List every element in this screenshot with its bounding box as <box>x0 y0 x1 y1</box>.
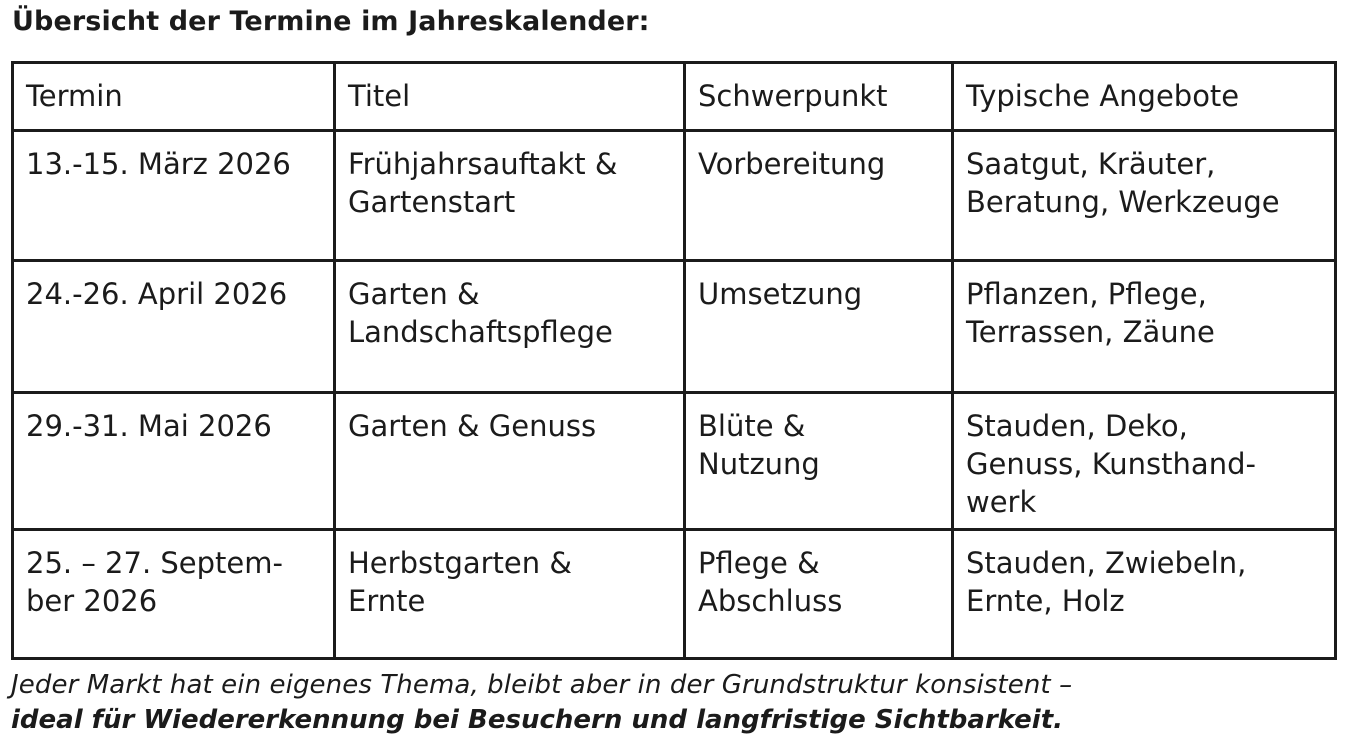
page-title: Übersicht der Termine im Jahreskalender: <box>12 6 650 37</box>
cell-line: 25. – 27. Septem- <box>26 546 283 580</box>
column-header-angebote: Typische Angebote <box>953 63 1336 131</box>
cell-line: Terrassen, Zäune <box>966 315 1215 349</box>
cell-line: Genuss, Kunsthand- <box>966 447 1256 481</box>
cell-line: ber 2026 <box>26 584 158 618</box>
cell-angebote <box>953 530 1336 659</box>
cell-line: 24.-26. April 2026 <box>26 277 288 311</box>
cell-line: Pflege & <box>698 546 820 580</box>
cell-line: Saatgut, Kräuter, <box>966 147 1216 181</box>
cell-termin <box>13 530 335 659</box>
column-header-schwerpunkt: Schwerpunkt <box>685 63 953 131</box>
cell-angebote <box>953 393 1336 530</box>
column-header-titel: Titel <box>335 63 685 131</box>
cell-line: Gartenstart <box>348 185 516 219</box>
cell-line: 13.-15. März 2026 <box>26 147 291 181</box>
cell-termin <box>13 261 335 393</box>
cell-line: 29.-31. Mai 2026 <box>26 409 272 443</box>
cell-line: Beratung, Werkzeuge <box>966 185 1280 219</box>
footnote-line-1: Jeder Markt hat ein eigenes Thema, bleibt aber in der Grundstruktur konsistent – <box>11 670 1073 700</box>
event-schedule-table <box>11 61 1337 660</box>
cell-termin <box>13 393 335 530</box>
cell-line: Nutzung <box>698 447 820 481</box>
cell-line: Abschluss <box>698 584 843 618</box>
cell-line: Herbstgarten & <box>348 546 572 580</box>
cell-line: Blüte & <box>698 409 806 443</box>
table-row <box>13 261 1336 393</box>
cell-titel <box>335 393 685 530</box>
cell-line: Stauden, Zwiebeln, <box>966 546 1247 580</box>
cell-line: Vorbereitung <box>698 147 886 181</box>
table-row <box>13 131 1336 261</box>
cell-line: Frühjahrsauftakt & <box>348 147 618 181</box>
cell-titel <box>335 530 685 659</box>
cell-line: Stauden, Deko, <box>966 409 1188 443</box>
column-header-termin: Termin <box>13 63 335 131</box>
table-row <box>13 530 1336 659</box>
cell-line: Garten & Genuss <box>348 409 597 443</box>
footnote-line-2: ideal für Wiedererkennung bei Besuchern und langfristige Sichtbarkeit. <box>11 705 1063 735</box>
cell-angebote <box>953 131 1336 261</box>
cell-line: Ernte <box>348 584 426 618</box>
cell-line: Landschaftspflege <box>348 315 613 349</box>
cell-termin <box>13 131 335 261</box>
cell-schwerpunkt <box>685 131 953 261</box>
table-header-row <box>13 63 1336 131</box>
cell-schwerpunkt <box>685 530 953 659</box>
cell-angebote <box>953 261 1336 393</box>
cell-schwerpunkt <box>685 261 953 393</box>
cell-schwerpunkt <box>685 393 953 530</box>
cell-titel <box>335 261 685 393</box>
cell-line: Garten & <box>348 277 480 311</box>
cell-line: werk <box>966 485 1037 519</box>
cell-line: Pflanzen, Pflege, <box>966 277 1207 311</box>
cell-titel <box>335 131 685 261</box>
table-row <box>13 393 1336 530</box>
cell-line: Ernte, Holz <box>966 584 1125 618</box>
cell-line: Umsetzung <box>698 277 863 311</box>
footnote <box>11 668 1072 738</box>
